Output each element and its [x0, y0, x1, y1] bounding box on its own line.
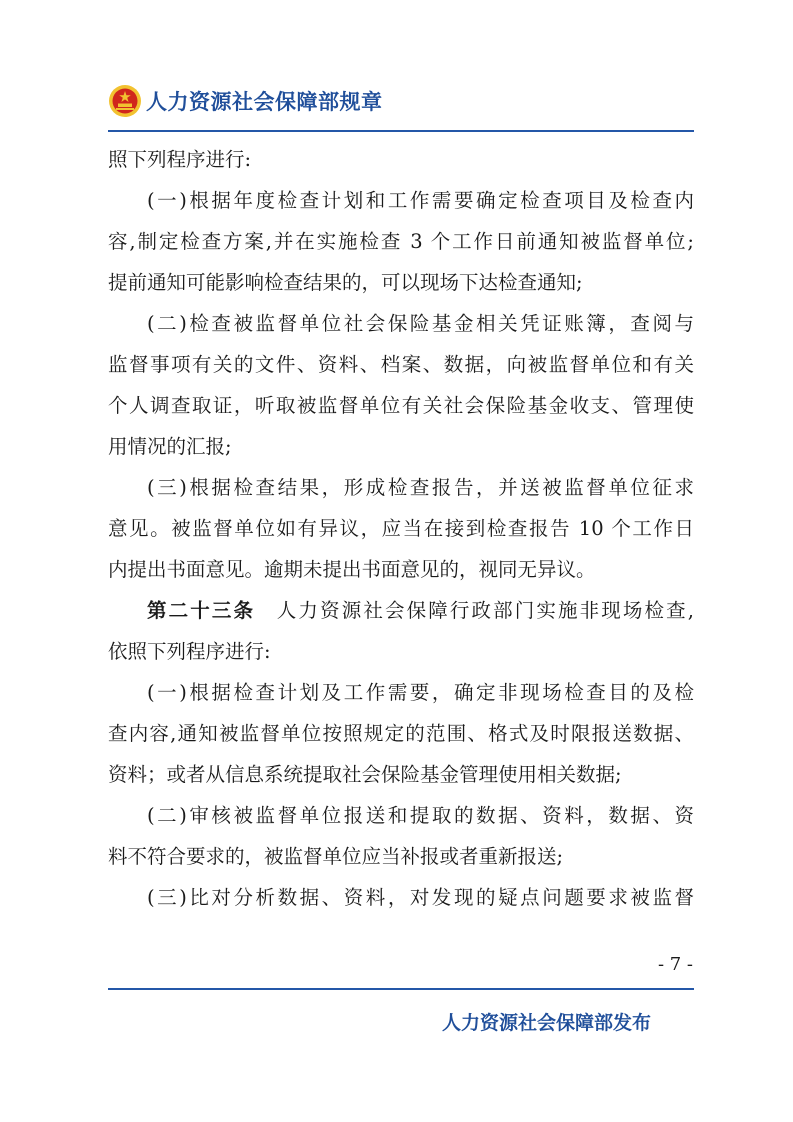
- document-body: [108, 139, 694, 918]
- text-line: (三)根据检查结果，形成检查报告，并送被监督单位征求: [147, 476, 694, 499]
- article-23-line: [108, 590, 694, 631]
- text-line: 照下列程序进行:: [108, 148, 252, 171]
- text-line: 监督事项有关的文件、资料、档案、数据，向被监督单位和有关: [108, 353, 694, 376]
- text-line: 查内容,通知被监督单位按照规定的范围、格式及时限报送数据、: [108, 722, 694, 745]
- text-line: 个人调查取证，听取被监督单位有关社会保险基金收支、管理使: [108, 394, 694, 417]
- text-line: (一)根据年度检查计划和工作需要确定检查项目及检查内: [147, 189, 694, 212]
- text-line: (二)检查被监督单位社会保险基金相关凭证账簿，查阅与: [147, 312, 694, 335]
- text-line: (二)审核被监督单位报送和提取的数据、资料，数据、资: [147, 804, 694, 827]
- header-rule: [108, 130, 694, 132]
- text-line: 依照下列程序进行:: [108, 640, 271, 663]
- article-text: 人力资源社会保障行政部门实施非现场检查,: [274, 599, 694, 622]
- national-emblem-icon: [108, 84, 142, 118]
- text-line: 提前通知可能影响检查结果的，可以现场下达检查通知;: [108, 271, 583, 294]
- text-line: 用情况的汇报;: [108, 435, 232, 458]
- text-line: 容,制定检查方案,并在实施检查 3 个工作日前通知被监督单位;: [108, 230, 694, 253]
- page-number: - 7 -: [657, 954, 693, 975]
- text-line: 料不符合要求的，被监督单位应当补报或者重新报送;: [108, 845, 564, 868]
- page-header: [108, 84, 383, 118]
- footer-rule: [108, 988, 694, 990]
- text-line: 意见。被监督单位如有异议，应当在接到检查报告 10 个工作日: [108, 517, 694, 540]
- text-line: 资料；或者从信息系统提取社会保险基金管理使用相关数据;: [108, 763, 622, 786]
- text-line: (三)比对分析数据、资料，对发现的疑点问题要求被监督: [147, 886, 694, 909]
- footer-publisher: 人力资源社会保障部发布: [441, 1012, 651, 1034]
- text-line: (一)根据检查计划及工作需要，确定非现场检查目的及检: [147, 681, 694, 704]
- text-line: 内提出书面意见。逾期未提出书面意见的，视同无异议。: [108, 558, 596, 581]
- article-title: 第二十三条: [147, 599, 256, 622]
- header-title: 人力资源社会保障部规章: [146, 90, 383, 114]
